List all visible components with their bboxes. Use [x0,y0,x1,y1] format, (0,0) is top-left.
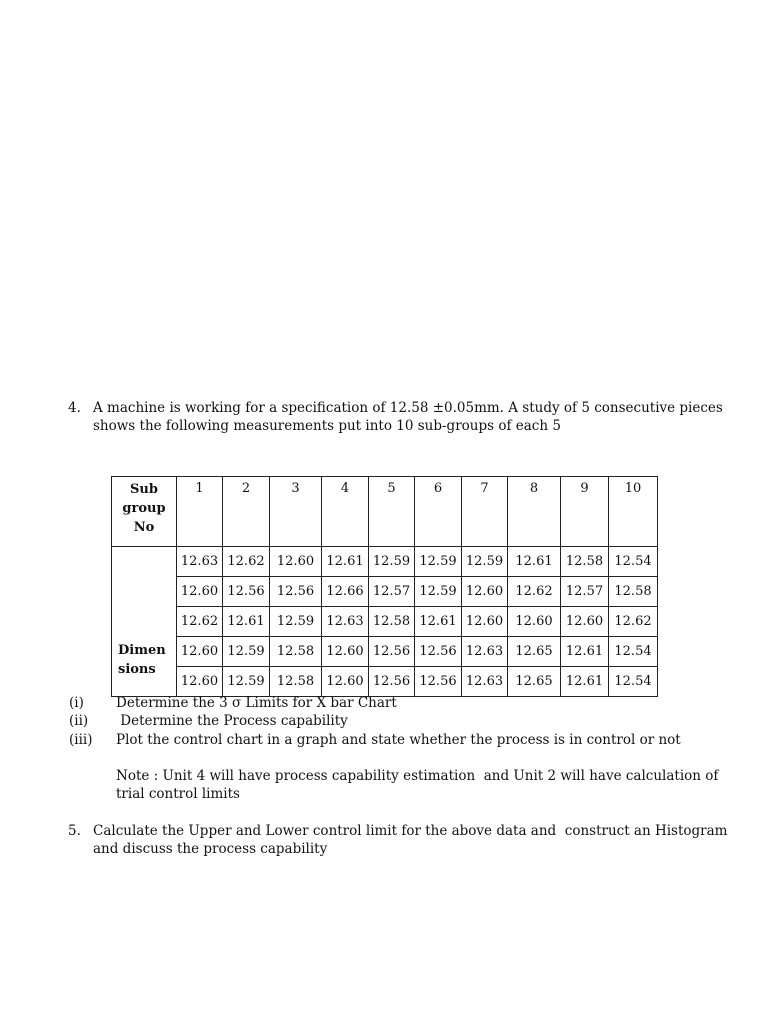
table-cell: 12.63 [462,637,508,667]
subgroup-number: 10 [609,477,658,547]
table-cell: 12.60 [322,637,369,667]
table-cell: 12.65 [508,637,561,667]
table-cell: 12.63 [177,547,223,577]
dimensions-label-cell [112,637,177,697]
question-5-text [93,822,728,858]
subgroup-number: 7 [462,477,508,547]
dimensions-label-cell [112,577,177,607]
subgroup-number: 8 [508,477,561,547]
measurements-table [111,476,658,697]
table-row [112,547,658,577]
table-cell: 12.61 [322,547,369,577]
table-cell: 12.56 [369,637,415,667]
note-line-2: trial control limits [116,786,240,802]
table-cell: 12.65 [508,667,561,697]
row-label-line: Dimen [118,642,166,658]
table-cell: 12.58 [270,637,322,667]
table-cell: 12.54 [609,667,658,697]
question-4-line-1: A machine is working for a specification of 12.58 ±0.05mm. A study of 5 consecutive pieces [93,400,723,416]
table-cell: 12.58 [561,547,609,577]
subgroup-number: 6 [415,477,462,547]
question-4-line-2: shows the following measurements put into 10 sub-groups of each 5 [93,418,561,434]
subgroup-number: 5 [369,477,415,547]
subgroup-number: 1 [177,477,223,547]
table-cell: 12.59 [223,667,270,697]
subquestion-text: Determine the 3 σ Limits for X bar Chart [116,695,397,711]
table-cell: 12.61 [508,547,561,577]
header-label-line: No [133,520,155,535]
note-line-1: Note : Unit 4 will have process capability estimation and Unit 2 will have calculation of [116,768,719,784]
table-cell: 12.60 [561,607,609,637]
question-5-line-1: Calculate the Upper and Lower control limit for the above data and construct an Histogram [93,823,728,839]
subgroup-number: 3 [270,477,322,547]
table-cell: 12.59 [415,577,462,607]
table-cell: 12.61 [561,637,609,667]
subgroup-header-label [112,477,177,547]
table-cell: 12.59 [369,547,415,577]
header-label-line: Sub [130,482,158,497]
question-5-number: 5. [68,823,81,839]
subgroup-number: 4 [322,477,369,547]
table-cell: 12.62 [223,547,270,577]
question-4-number: 4. [68,400,81,416]
table-cell: 12.58 [369,607,415,637]
subquestion-number: (iii) [69,732,93,748]
table-row [112,607,658,637]
table-cell: 12.61 [223,607,270,637]
table-cell: 12.59 [270,607,322,637]
table-cell: 12.60 [508,607,561,637]
table-cell: 12.60 [177,637,223,667]
table-cell: 12.58 [609,577,658,607]
table-cell: 12.56 [223,577,270,607]
table-cell: 12.59 [415,547,462,577]
table-cell: 12.56 [415,667,462,697]
table-cell: 12.62 [177,607,223,637]
table-cell: 12.57 [561,577,609,607]
table-header-row [112,477,658,547]
subquestion-text: Plot the control chart in a graph and state whether the process is in control or not [116,732,681,748]
question-5-line-2: and discuss the process capability [93,841,328,857]
table-row [112,667,658,697]
subgroup-number: 2 [223,477,270,547]
subquestion-number: (i) [69,695,84,711]
table-cell: 12.56 [270,577,322,607]
table-cell: 12.63 [322,607,369,637]
table-cell: 12.59 [462,547,508,577]
subquestion-text: Determine the Process capability [116,713,348,729]
table-row [112,637,658,667]
table-cell: 12.59 [223,637,270,667]
dimensions-label-cell [112,607,177,637]
table-cell: 12.60 [462,577,508,607]
table-cell: 12.62 [508,577,561,607]
header-label-line: group [122,501,166,516]
table-cell: 12.57 [369,577,415,607]
table-cell: 12.60 [322,667,369,697]
table-cell: 12.60 [270,547,322,577]
table-cell: 12.60 [177,577,223,607]
table-cell: 12.60 [177,667,223,697]
table-cell: 12.63 [462,667,508,697]
subgroup-number: 9 [561,477,609,547]
note-text [116,767,727,803]
dimensions-label-cell [112,547,177,577]
table-cell: 12.54 [609,637,658,667]
question-4-text [93,399,728,435]
table-cell: 12.62 [609,607,658,637]
table-cell: 12.66 [322,577,369,607]
table-cell: 12.54 [609,547,658,577]
table-cell: 12.56 [415,637,462,667]
table-row [112,577,658,607]
table-cell: 12.61 [415,607,462,637]
table-cell: 12.61 [561,667,609,697]
table-cell: 12.58 [270,667,322,697]
row-label-line: sions [118,661,156,677]
subquestion-number: (ii) [69,713,89,729]
table-cell: 12.60 [462,607,508,637]
table-cell: 12.56 [369,667,415,697]
